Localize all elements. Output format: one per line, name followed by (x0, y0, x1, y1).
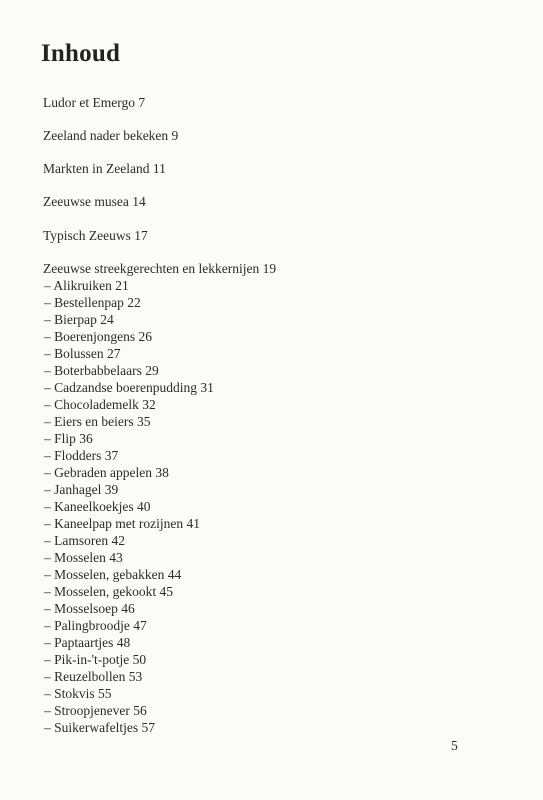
toc-subentry: – Stokvis 55 (44, 686, 112, 701)
toc-subentry: – Janhagel 39 (44, 482, 119, 497)
toc-subentry: – Boterbabbelaars 29 (44, 363, 159, 378)
toc-entry: Zeeland nader bekeken 9 (43, 128, 179, 143)
toc-subentry: – Cadzandse boerenpudding 31 (44, 380, 214, 395)
page-number: 5 (451, 738, 458, 753)
toc-subentry: – Bestellenpap 22 (44, 295, 141, 310)
toc-entry: Zeeuwse streekgerechten en lekkernijen 19 (43, 261, 277, 276)
toc-subentry: – Mosselsoep 46 (44, 601, 135, 616)
toc-subentry: – Lamsoren 42 (44, 533, 125, 548)
toc-subentry: – Boerenjongens 26 (44, 329, 152, 344)
toc-entry: Ludor et Emergo 7 (43, 95, 146, 110)
toc-subentry: – Mosselen, gebakken 44 (44, 567, 182, 582)
toc-subentry: – Flip 36 (44, 431, 93, 446)
toc-entry: Zeeuwse musea 14 (43, 194, 146, 209)
toc-subentry: – Suikerwafeltjes 57 (44, 720, 155, 735)
toc-subentry: – Gebraden appelen 38 (44, 465, 169, 480)
toc-subentry: – Kaneelpap met rozijnen 41 (44, 516, 200, 531)
toc-subentry: – Stroopjenever 56 (44, 703, 147, 718)
toc-subentry: – Chocolademelk 32 (44, 397, 156, 412)
toc-subentry: – Paptaartjes 48 (44, 635, 131, 650)
toc-entry: Markten in Zeeland 11 (43, 161, 166, 176)
toc-subentry: – Mosselen 43 (44, 550, 123, 565)
toc-subentry: – Eiers en beiers 35 (44, 414, 151, 429)
page-title: Inhoud (41, 40, 121, 67)
toc-subentry: – Kaneelkoekjes 40 (44, 499, 151, 514)
toc-subentry: – Flodders 37 (44, 448, 119, 463)
toc-subentry: – Pik-in-'t-potje 50 (44, 652, 147, 667)
toc-subentry: – Mosselen, gekookt 45 (44, 584, 173, 599)
toc-subentry: – Bolussen 27 (44, 346, 121, 361)
toc-subentry: – Reuzelbollen 53 (44, 669, 143, 684)
toc-entry: Typisch Zeeuws 17 (43, 228, 148, 243)
toc-subentry: – Palingbroodje 47 (44, 618, 147, 633)
toc-subentry: – Bierpap 24 (44, 312, 114, 327)
toc-subentry: – Alikruiken 21 (44, 278, 129, 293)
